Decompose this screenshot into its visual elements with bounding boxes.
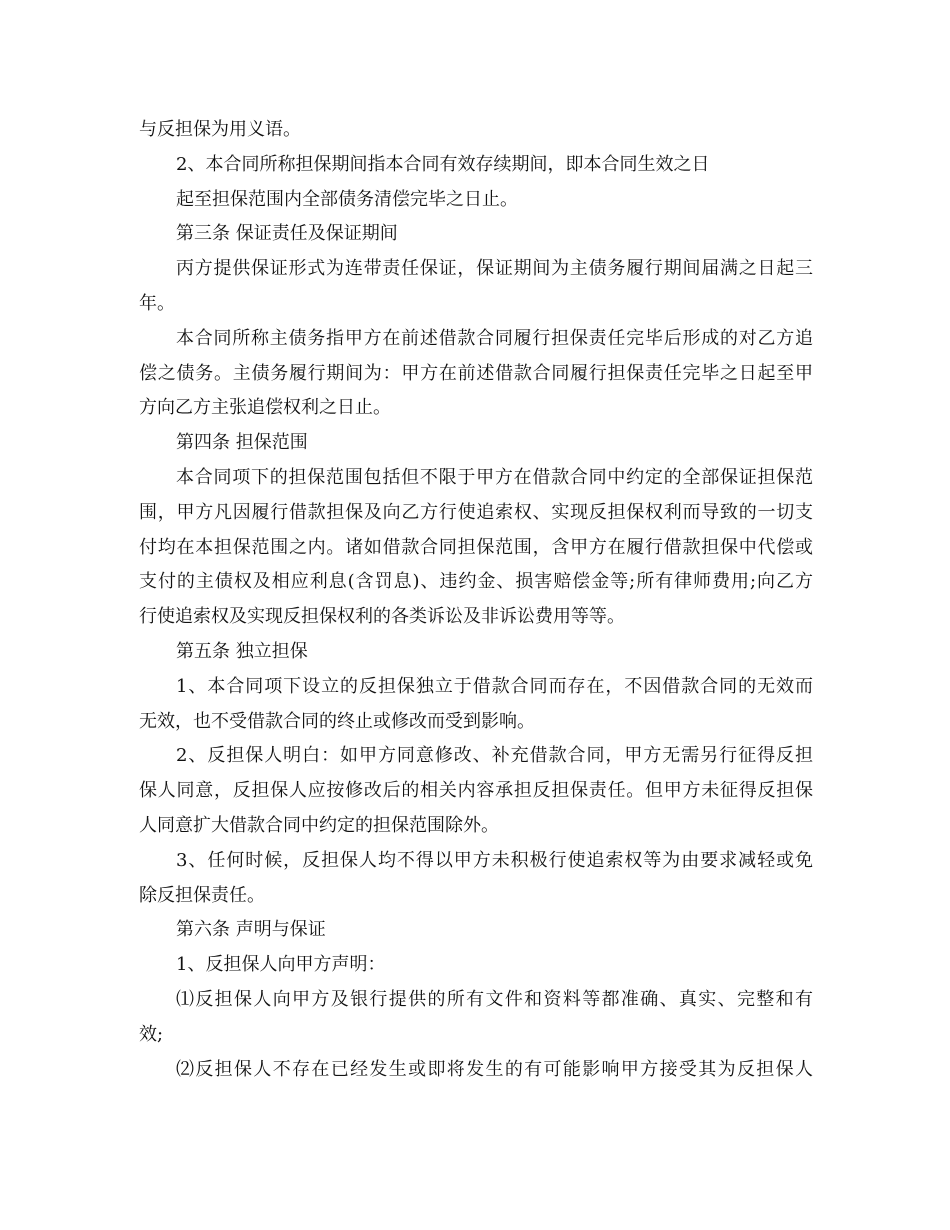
paragraph-line: 丙方提供保证形式为连带责任保证，保证期间为主债务履行期间届满之日起三 bbox=[176, 258, 813, 280]
paragraph-line: 除反担保责任。 bbox=[139, 884, 265, 906]
document-body bbox=[139, 113, 813, 1087]
paragraph-line: 效; bbox=[139, 1023, 164, 1045]
paragraph-line: 2、本合同所称担保期间指本合同有效存续期间，即本合同生效之日 bbox=[176, 153, 710, 175]
paragraph-line: 付均在本担保范围之内。诸如借款合同担保范围，含甲方在履行借款担保中代偿或 bbox=[139, 536, 813, 558]
paragraph-line: ⑵反担保人不存在已经发生或即将发生的有可能影响甲方接受其为反担保人 bbox=[176, 1058, 813, 1080]
paragraph-line: 1、本合同项下设立的反担保独立于借款合同而存在，不因借款合同的无效而 bbox=[176, 675, 813, 697]
paragraph-line: 年。 bbox=[139, 292, 175, 314]
paragraph-line: 本合同项下的担保范围包括但不限于甲方在借款合同中约定的全部保证担保范 bbox=[176, 466, 813, 488]
paragraph-line: 本合同所称主债务指甲方在前述借款合同履行担保责任完毕后形成的对乙方追 bbox=[176, 327, 813, 349]
paragraph-line: 方向乙方主张追偿权利之日止。 bbox=[139, 397, 391, 419]
paragraph-line: 无效，也不受借款合同的终止或修改而受到影响。 bbox=[139, 710, 535, 732]
paragraph-line: 偿之债务。主债务履行期间为：甲方在前述借款合同履行担保责任完毕之日起至甲 bbox=[139, 362, 813, 384]
paragraph-line: 支付的主债权及相应利息(含罚息)、违约金、损害赔偿金等;所有律师费用;向乙方 bbox=[139, 571, 813, 593]
paragraph-line: 围，甲方凡因履行借款担保及向乙方行使追索权、实现反担保权利而导致的一切支 bbox=[139, 501, 813, 523]
section-heading: 第三条 保证责任及保证期间 bbox=[176, 223, 398, 245]
paragraph-line: 行使追索权及实现反担保权利的各类诉讼及非诉讼费用等等。 bbox=[139, 606, 625, 628]
paragraph-line: ⑴反担保人向甲方及银行提供的所有文件和资料等都准确、真实、完整和有 bbox=[176, 988, 813, 1010]
paragraph-line: 人同意扩大借款合同中约定的担保范围除外。 bbox=[139, 814, 499, 836]
paragraph-line: 与反担保为用义语。 bbox=[139, 119, 301, 140]
paragraph-line: 保人同意，反担保人应按修改后的相关内容承担反担保责任。但甲方未征得反担保 bbox=[139, 780, 813, 802]
section-heading: 第四条 担保范围 bbox=[176, 432, 308, 454]
paragraph-line: 2、反担保人明白：如甲方同意修改、补充借款合同，甲方无需另行征得反担 bbox=[176, 745, 813, 767]
section-heading: 第五条 独立担保 bbox=[176, 640, 308, 662]
paragraph-line: 起至担保范围内全部债务清偿完毕之日止。 bbox=[176, 188, 518, 210]
section-heading: 第六条 声明与保证 bbox=[176, 919, 326, 941]
paragraph-line: 1、反担保人向甲方声明： bbox=[176, 954, 386, 976]
paragraph-line: 3、任何时候，反担保人均不得以甲方未积极行使追索权等为由要求减轻或免 bbox=[176, 849, 813, 871]
